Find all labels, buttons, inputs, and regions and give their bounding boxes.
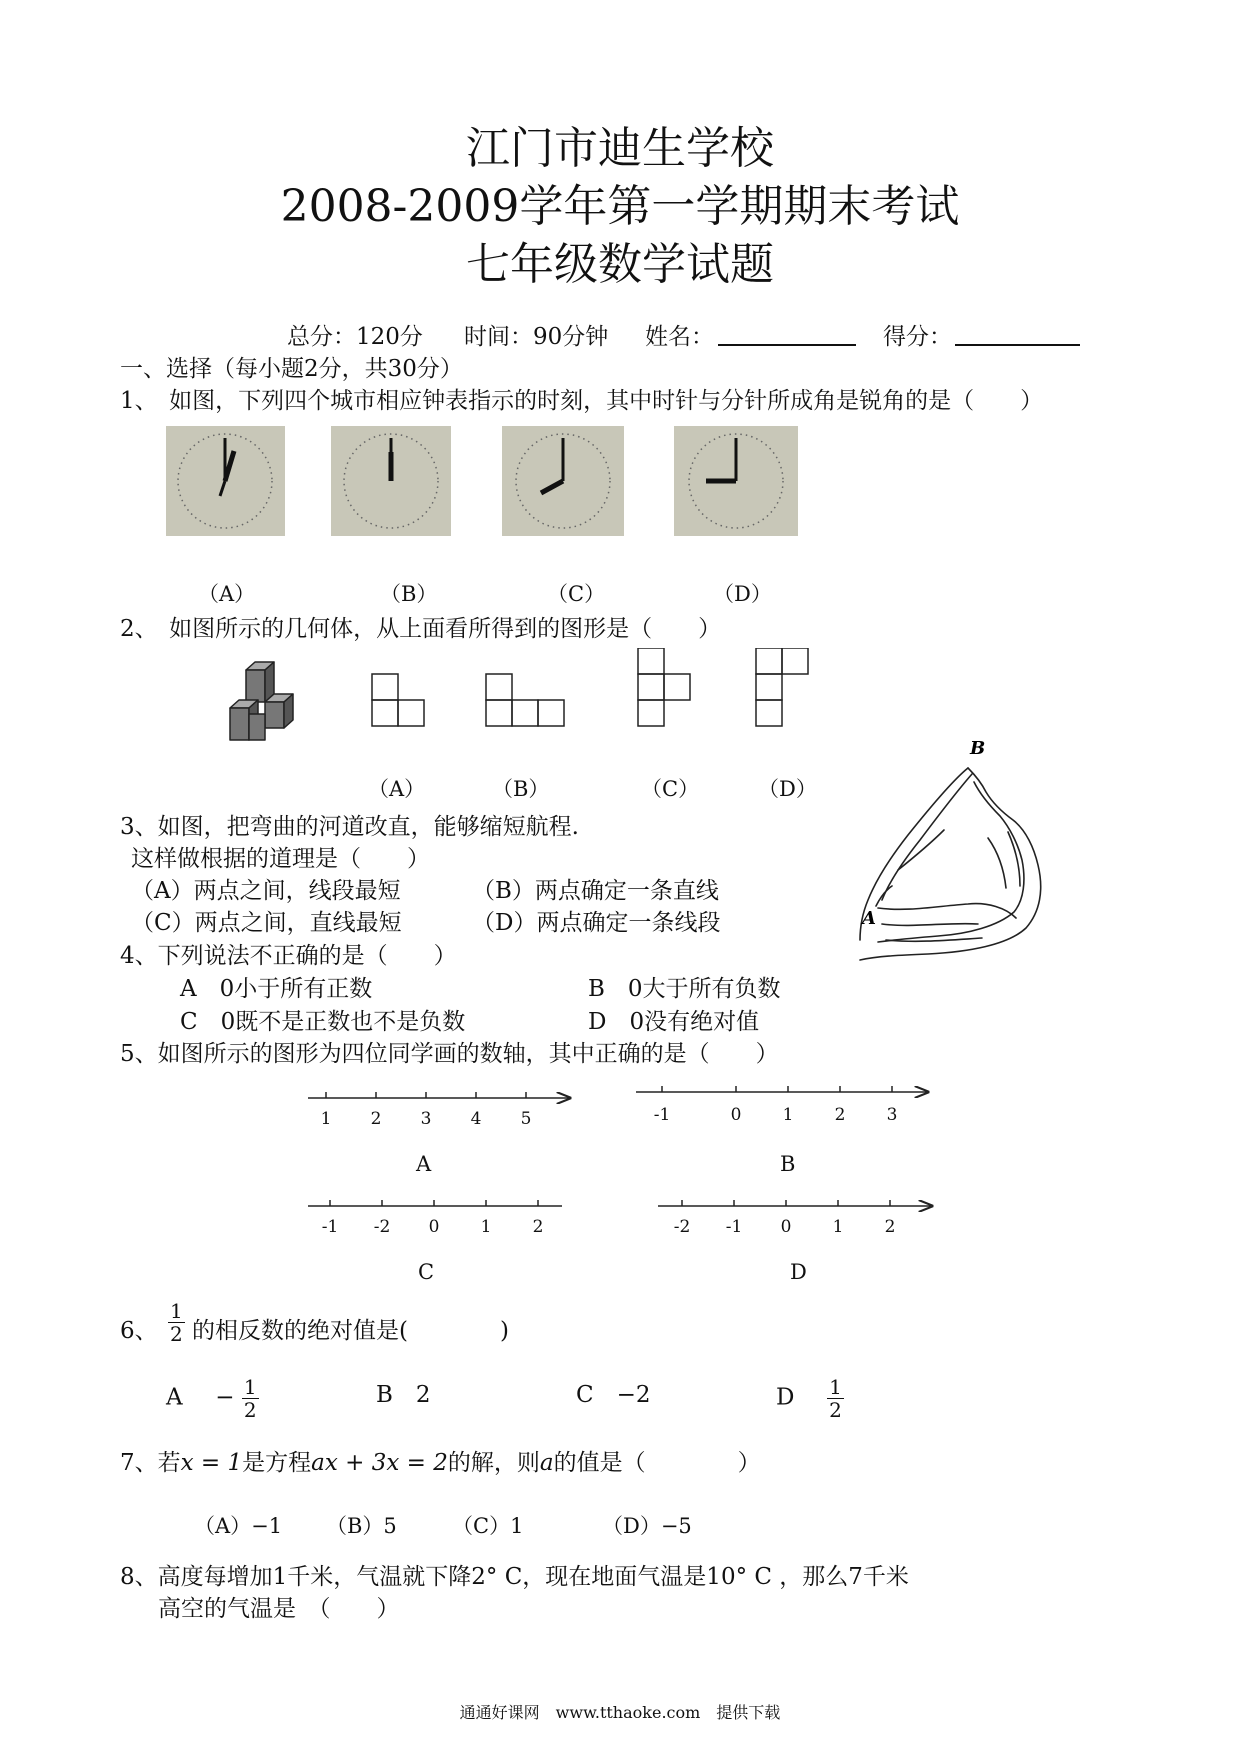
question-1-stem: 1、 如图，下列四个城市相应钟表指示的时刻，其中时针与分针所成角是锐角的是（ ）: [120, 388, 1044, 414]
q6-fraction-denominator: 2: [170, 1322, 183, 1346]
axis-a-tick-2: 2: [370, 1109, 382, 1129]
q7-text-3: 的解，则: [447, 1450, 540, 1476]
name-label: 姓名：: [645, 324, 714, 350]
footer-credit: 通通好课网 www.tthaoke.com 提供下载: [459, 1703, 781, 1722]
q7-option-a[interactable]: （A）−1: [194, 1514, 283, 1538]
q6-option-b[interactable]: B 2: [376, 1382, 431, 1408]
clock-a: [166, 426, 285, 536]
question-5-stem: 5、如图所示的图形为四位同学画的数轴，其中正确的是（ ）: [120, 1041, 779, 1067]
axis-d-tick-3: 0: [780, 1217, 792, 1237]
term-title: 2008-2009学年第一学期期末考试: [280, 181, 960, 232]
axis-a-tick-5: 5: [520, 1109, 532, 1129]
axis-c-tick-4: 1: [480, 1217, 492, 1237]
section-title: 一、选择（每小题2分，共30分）: [120, 356, 463, 382]
q4-option-b[interactable]: B 0大于所有负数: [588, 976, 781, 1002]
axis-c-tick-1: -1: [321, 1217, 339, 1237]
axis-a-tick-4: 4: [470, 1109, 482, 1129]
top-view-c: [638, 648, 690, 726]
question-8-line-1: 8、高度每增加1千米，气温就下降2° C，现在地面气温是10° C ，那么7千米: [120, 1564, 909, 1590]
q4-option-d[interactable]: D 0没有绝对值: [588, 1009, 760, 1035]
score-blank[interactable]: [955, 318, 1080, 346]
q7-option-c[interactable]: （C）1: [452, 1514, 524, 1538]
score-label: 得分：: [883, 324, 952, 350]
q3-option-a[interactable]: （A）两点之间，线段最短: [131, 878, 401, 904]
cube-solid: [230, 662, 293, 740]
axis-d-tick-4: 1: [832, 1217, 844, 1237]
axis-b-tick-2: 0: [730, 1105, 742, 1125]
question-6-number: 6、: [120, 1318, 158, 1344]
q1-option-b[interactable]: （B）: [380, 582, 438, 606]
q4-option-c[interactable]: C 0既不是正数也不是负数: [180, 1009, 466, 1035]
q6-fraction: [168, 1300, 185, 1345]
q6-option-a-sign: −: [215, 1384, 235, 1411]
q6-option-c[interactable]: C −2: [576, 1382, 651, 1408]
q7-option-b[interactable]: （B）5: [326, 1514, 397, 1538]
q2-option-c[interactable]: （C）: [641, 777, 700, 801]
number-line-figures: [300, 1080, 940, 1290]
axis-c-tick-3: 0: [428, 1217, 440, 1237]
q6-d-denominator: 2: [829, 1398, 842, 1422]
clock-c: [502, 426, 624, 536]
clock-figures: [166, 426, 806, 538]
question-6-stem: 的相反数的绝对值是( ): [192, 1318, 509, 1344]
q6-a-numerator: 1: [243, 1375, 257, 1399]
axis-c-tick-5: 2: [532, 1217, 544, 1237]
q6-fraction-numerator: 1: [170, 1299, 183, 1323]
q5-option-c[interactable]: C: [418, 1260, 435, 1284]
axis-a-tick-3: 3: [420, 1109, 432, 1129]
q6-option-d-fraction: [827, 1376, 844, 1421]
river-figure: [858, 740, 1058, 990]
q7-equation-x: x = 1: [180, 1450, 243, 1476]
axis-d-tick-1: -2: [673, 1217, 691, 1237]
q6-option-a[interactable]: [166, 1376, 259, 1421]
q5-option-b[interactable]: B: [780, 1152, 796, 1176]
exam-time: 时间：90分钟: [464, 324, 609, 350]
clock-d: [674, 426, 798, 536]
question-3-stem-2: 这样做根据的道理是（ ）: [131, 846, 430, 872]
q1-option-a[interactable]: （A）: [198, 582, 256, 606]
axis-b-tick-3: 1: [782, 1105, 794, 1125]
q6-option-d-letter: D: [776, 1384, 795, 1411]
top-view-a: [372, 674, 424, 726]
point-a-label: A: [862, 908, 876, 929]
question-8-line-2: 高空的气温是 （ ）: [158, 1596, 400, 1622]
q6-option-a-fraction: [242, 1376, 259, 1421]
axis-a-tick-1: 1: [320, 1109, 332, 1129]
question-7-stem: [120, 1444, 761, 1477]
q3-option-b[interactable]: （B）两点确定一条直线: [472, 878, 719, 904]
total-score: 总分：120分: [287, 324, 423, 350]
q6-d-numerator: 1: [829, 1375, 842, 1399]
top-view-b: [486, 674, 564, 726]
q7-equation: ax + 3x = 2: [311, 1450, 448, 1476]
q6-option-a-letter: A: [166, 1384, 183, 1411]
q1-option-c[interactable]: （C）: [547, 582, 606, 606]
q3-option-c[interactable]: （C）两点之间，直线最短: [131, 910, 402, 936]
question-2-stem: 2、 如图所示的几何体，从上面看所得到的图形是（ ）: [120, 616, 722, 642]
subject-title: 七年级数学试题: [466, 239, 774, 290]
name-blank[interactable]: [718, 318, 856, 346]
q6-option-d[interactable]: [776, 1376, 844, 1421]
q7-text-2: 是方程: [242, 1450, 312, 1476]
q4-option-a[interactable]: A 0小于所有正数: [180, 976, 373, 1002]
school-title: 江门市迪生学校: [466, 123, 774, 174]
axis-b-tick-1: -1: [653, 1105, 671, 1125]
q2-option-a[interactable]: （A）: [368, 777, 426, 801]
axis-c-tick-2: -2: [373, 1217, 391, 1237]
top-view-d: [756, 648, 808, 726]
axis-b-tick-5: 3: [886, 1105, 898, 1125]
axis-d-tick-2: -1: [725, 1217, 743, 1237]
q6-a-denominator: 2: [243, 1398, 257, 1422]
axis-d-tick-5: 2: [884, 1217, 896, 1237]
point-b-label: B: [970, 740, 986, 759]
clock-b: [331, 426, 451, 536]
question-3-stem: 3、如图，把弯曲的河道改直，能够缩短航程.: [120, 814, 579, 840]
q7-option-d[interactable]: （D）−5: [602, 1514, 692, 1538]
q5-option-a[interactable]: A: [416, 1152, 432, 1176]
q3-option-d[interactable]: （D）两点确定一条线段: [472, 910, 721, 936]
q7-text-1: 7、若: [120, 1450, 181, 1476]
q2-option-b[interactable]: （B）: [492, 777, 550, 801]
axis-b-tick-4: 2: [834, 1105, 846, 1125]
geometry-figures: [220, 648, 820, 758]
q2-option-d[interactable]: （D）: [758, 777, 817, 801]
q5-option-d[interactable]: D: [790, 1260, 807, 1284]
question-4-stem: 4、下列说法不正确的是（ ）: [120, 943, 457, 969]
q7-variable: a: [539, 1450, 554, 1476]
q1-option-d[interactable]: （D）: [713, 582, 772, 606]
q7-text-4: 的值是（ ）: [553, 1450, 761, 1476]
